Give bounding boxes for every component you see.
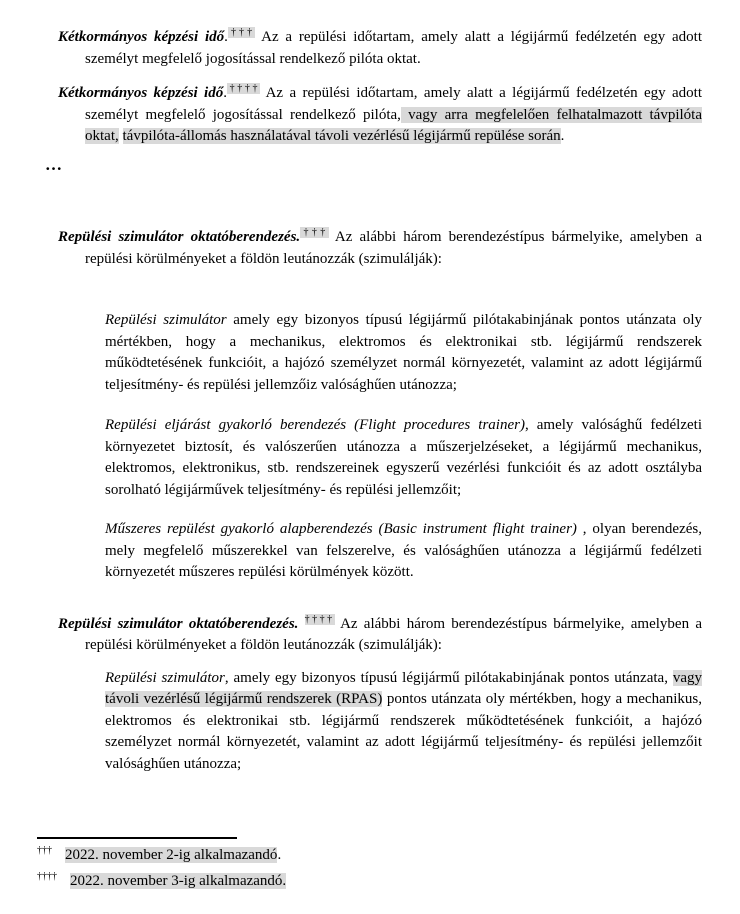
text-run: . <box>223 85 227 101</box>
text-run: . <box>277 847 282 863</box>
ellipsis <box>45 154 702 176</box>
text-run: Az alábbi három berendezéstípus bármelyike, amelyben a repülési körülményeket a földön leutánozzák (szimulálják): <box>85 615 702 653</box>
sub-eljarast-gyakorlo <box>105 415 702 501</box>
text-run: 2022. november 3-ig alkalmazandó. <box>70 873 287 889</box>
text-run: Repülési szimulátor oktatóberendezés. <box>58 615 299 632</box>
text-run: . <box>224 29 228 45</box>
definition-szimulator-new <box>58 614 702 657</box>
document-body <box>45 27 702 775</box>
footnotes-section <box>37 837 702 894</box>
footnote-dagger-4 <box>37 868 702 894</box>
text-run: távpilóta-állomás használatával távoli vezérlésű légijármű repülése során <box>122 128 561 144</box>
text-run: … <box>45 154 67 174</box>
text-run: Az alábbi három berendezéstípus bármelyike, amelyben a repülési körülményeket a földön leutánozzák (szimulálják): <box>85 229 702 267</box>
sub-repulesi-szimulator-new <box>105 668 702 776</box>
text-run: amely egy bizonyos típusú légijármű pilótakabinjának pontos utánzata oly mértékben, hogy a mechanikus, elektromos és elektronikai stb. légijármű rendszerek működtetésének funkcióit, a hajózó személyzet normál környezetét, valamint az adott légijármű teljesítmény- és repülési jellemzőiz valósághűen utánozza; <box>105 312 702 393</box>
text-run: vagy távoli vezérlésű légijármű rendszerek (RPAS) <box>105 669 702 707</box>
footnote-dagger-3 <box>37 842 702 868</box>
text-run: Repülési szimulátor oktatóberendezés. <box>58 229 301 245</box>
text-run <box>119 128 123 144</box>
text-run: , amely valósághű fedélzeti környezetet biztosít, és valószerűen utánozza a műszerjelzéseket, a légijármű mechanikus, elektromos, elektronikus, stb. rendszereinek egyszerű vezérlési funkcióit és az adott osztályba sorolható légijárművek teljesítmény- és repülési jellemzőit; <box>105 417 702 498</box>
footnote-marker-ref: †††† <box>304 613 335 625</box>
definition-ketkormanyos-new <box>58 83 702 148</box>
text-run: Kétkormányos képzési idő <box>58 29 225 45</box>
text-run: vagy arra megfelelően felhatalmazott távpilóta oktat, <box>85 106 702 144</box>
text-run: . <box>560 128 565 144</box>
sub-muszeres-repulest <box>105 519 702 584</box>
text-run: , olyan berendezés, mely megfelelő műszerekkel van felszerelve, és valósághűen utánozza a légijármű fedélzeti környezetét műszeres repülési körülmények között. <box>105 521 702 580</box>
footnote-marker: †††† <box>37 871 57 882</box>
text-run: Az a repülési időtartam, amely alatt a légijármű fedélzetén egy adott személyt megfelelő jogosítással rendelkező pilóta, <box>85 85 702 123</box>
footnote-marker: ††† <box>37 845 52 856</box>
text-run: , amely egy bizonyos típusú légijármű pilótakabinjának pontos utánzata, <box>224 669 673 686</box>
footnote-marker-ref: ††† <box>227 27 256 38</box>
footnote-separator <box>37 837 237 839</box>
definition-ketkormanyos-old <box>58 27 702 70</box>
text-run: Az a repülési időtartam, amely alatt a légijármű fedélzetén egy adott személyt megfelelő jogosítással rendelkező pilóta oktat. <box>85 29 702 67</box>
definition-szimulator-old <box>58 227 702 270</box>
text-run: pontos utánzata oly mértékben, hogy a mechanikus, elektromos és elektronikai stb. légijármű rendszerek működtetésének funkcióit, a hajózó személyzet normál környezetét, valamint az adott légijármű teljesítmény- és repülési jellemzőit valósághűen utánozza; <box>105 691 702 772</box>
text-run: Repülési szimulátor <box>105 312 227 328</box>
text-run: 2022. november 2-ig alkalmazandó <box>65 847 278 863</box>
sub-repulesi-szimulator-old <box>105 310 702 396</box>
text-run: Kétkormányos képzési idő <box>58 85 224 101</box>
footnote-marker-ref: ††† <box>300 227 329 238</box>
text-run: Repülési eljárást gyakorló berendezés (Flight procedures trainer) <box>105 417 525 433</box>
text-run: Műszeres repülést gyakorló alapberendezés (Basic instrument flight trainer) <box>105 521 577 537</box>
text-run: Repülési szimulátor <box>105 669 225 686</box>
footnotes-list <box>37 842 702 894</box>
footnote-marker-ref: †††† <box>226 83 261 94</box>
text-run <box>298 616 304 632</box>
